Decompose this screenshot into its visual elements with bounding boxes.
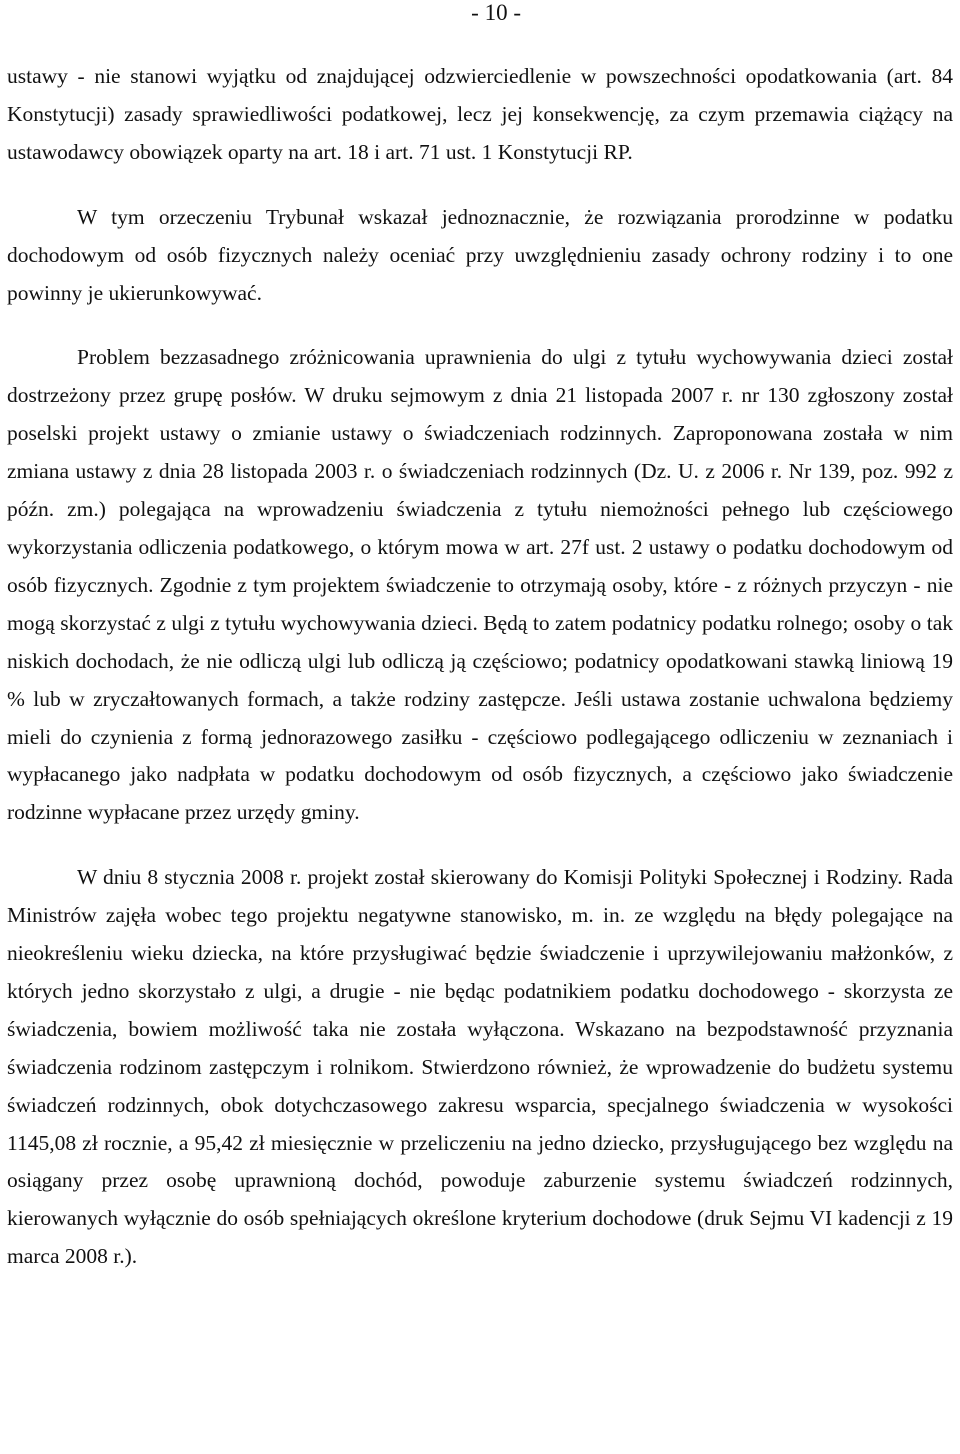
document-body (7, 58, 953, 1276)
paragraph-1: ustawy - nie stanowi wyjątku od znajdującej odzwierciedlenie w powszechności opodatkowania (art. 84 Konstytucji) zasady sprawiedliwości podatkowej, lecz jej konsekwencję, za czym przemawia ciążący na ustawodawcy obowiązek oparty na art. 18 i art. 71 ust. 1 Konstytucji RP. (7, 64, 953, 164)
paragraph-2: W tym orzeczeniu Trybunał wskazał jednoznacznie, że rozwiązania prorodzinne w podatku dochodowym od osób fizycznych należy oceniać przy uwzględnieniu zasady ochrony rodziny i to one powinny je ukierunkowywać. (7, 204, 953, 305)
page-number-text: - 10 - (471, 0, 521, 25)
paragraph-4: W dniu 8 stycznia 2008 r. projekt został skierowany do Komisji Polityki Społecznej i Rodziny. Rada Ministrów zajęła wobec tego projektu negatywne stanowisko, m. in. ze względu na błędy polegające na nieokreśleniu wieku dziecka, na które przysługiwać będzie świadczenie i uprzywilejowaniu małżonków, z których jedno skorzystało z ulgi, a drugie - nie będąc podatnikiem podatku dochodowego - skorzysta ze świadczenia, bowiem możliwość taka nie została wyłączona. Wskazano na bezpodstawność przyznania świadczenia rodzinom zastępczym i rolnikom. Stwierdzono również, że wprowadzenie do budżetu systemu świadczeń rodzinnych, obok dotychczasowego zakresu wsparcia, specjalnego świadczenia w wysokości 1145,08 zł rocznie, a 95,42 zł miesięcznie w przeliczeniu na jedno dziecko, przysługującego bez względu na osiągany przez osobę uprawnioną dochód, powoduje zaburzenie systemu świadczeń rodzinnych, kierowanych wyłącznie do osób spełniających określone kryterium dochodowe (druk Sejmu VI kadencji z 19 marca 2008 r.). (7, 865, 953, 1269)
paragraph-3: Problem bezzasadnego zróżnicowania uprawnienia do ulgi z tytułu wychowywania dzieci został dostrzeżony przez grupę posłów. W druku sejmowym z dnia 21 listopada 2007 r. nr 130 zgłoszony został poselski projekt ustawy o zmianie ustawy o świadczeniach rodzinnych. Zaproponowana została w nim zmiana ustawy z dnia 28 listopada 2003 r. o świadczeniach rodzinnych (Dz. U. z 2006 r. Nr 139, poz. 992 z późn. zm.) polegająca na wprowadzeniu świadczenia z tytułu niemożności pełnego lub częściowego wykorzystania odliczenia podatkowego, o którym mowa w art. 27f ust. 2 ustawy o podatku dochodowym od osób fizycznych. Zgodnie z tym projektem świadczenie to otrzymają osoby, które - z różnych przyczyn - nie mogą skorzystać z ulgi z tytułu wychowywania dzieci. Będą to zatem podatnicy podatku rolnego; osoby o tak niskich dochodach, że nie odliczą ulgi lub odliczą ją częściowo; podatnicy opodatkowani stawką liniową 19 % lub w zryczałtowanych formach, a także rodziny zastępcze. Jeśli ustawa zostanie uchwalona będziemy mieli do czynienia z formą jednorazowego zasiłku - częściowo podlegającego odliczeniu w zeznaniach i wypłacanego jako nadpłata w podatku dochodowym od osób fizycznych, a częściowo jako świadczenie rodzinne wypłacane przez urzędy gminy. (7, 345, 953, 825)
page-number (7, 0, 953, 26)
